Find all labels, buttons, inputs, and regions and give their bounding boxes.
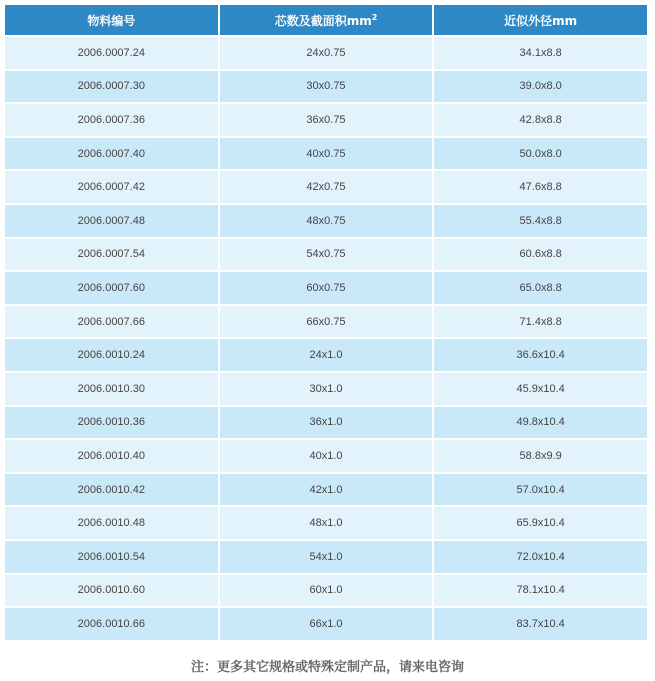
cell-material-number: 2006.0007.66: [5, 306, 218, 338]
cell-cores-cross-section: 66x0.75: [220, 306, 433, 338]
cell-cores-cross-section: 36x1.0: [220, 407, 433, 439]
cell-cores-cross-section: 60x0.75: [220, 272, 433, 304]
cell-outer-diameter: 55.4x8.8: [434, 205, 647, 237]
cell-outer-diameter: 65.9x10.4: [434, 507, 647, 539]
cell-cores-cross-section: 54x1.0: [220, 541, 433, 573]
cell-outer-diameter: 57.0x10.4: [434, 474, 647, 506]
cell-material-number: 2006.0007.24: [5, 37, 218, 69]
cell-outer-diameter: 47.6x8.8: [434, 171, 647, 203]
spec-table: [3, 3, 649, 642]
cell-outer-diameter: 36.6x10.4: [434, 339, 647, 371]
cell-outer-diameter: 60.6x8.8: [434, 239, 647, 271]
cell-material-number: 2006.0007.54: [5, 239, 218, 271]
cell-outer-diameter: 65.0x8.8: [434, 272, 647, 304]
table-row: [5, 205, 647, 237]
header-material-number: [5, 5, 218, 35]
table-row: [5, 37, 647, 69]
table-row: [5, 104, 647, 136]
cell-cores-cross-section: 30x1.0: [220, 373, 433, 405]
header-label: 物料编号: [87, 13, 136, 28]
table-row: [5, 306, 647, 338]
table-row: [5, 272, 647, 304]
header-cores-cross-section: [220, 5, 433, 35]
cell-material-number: 2006.0007.42: [5, 171, 218, 203]
cell-cores-cross-section: 40x1.0: [220, 440, 433, 472]
cell-material-number: 2006.0007.30: [5, 71, 218, 103]
table-body: [5, 37, 647, 640]
cell-cores-cross-section: 48x1.0: [220, 507, 433, 539]
cell-outer-diameter: 78.1x10.4: [434, 575, 647, 607]
cell-material-number: 2006.0010.24: [5, 339, 218, 371]
cell-cores-cross-section: 48x0.75: [220, 205, 433, 237]
cell-outer-diameter: 50.0x8.0: [434, 138, 647, 170]
spec-table-container: [5, 5, 651, 640]
cell-material-number: 2006.0010.54: [5, 541, 218, 573]
cell-material-number: 2006.0010.60: [5, 575, 218, 607]
table-row: [5, 474, 647, 506]
cell-outer-diameter: 83.7x10.4: [434, 608, 647, 640]
cell-outer-diameter: 34.1x8.8: [434, 37, 647, 69]
cell-outer-diameter: 72.0x10.4: [434, 541, 647, 573]
cell-cores-cross-section: 40x0.75: [220, 138, 433, 170]
cell-cores-cross-section: 66x1.0: [220, 608, 433, 640]
table-row: [5, 575, 647, 607]
cell-material-number: 2006.0010.36: [5, 407, 218, 439]
table-row: [5, 541, 647, 573]
cell-cores-cross-section: 60x1.0: [220, 575, 433, 607]
cell-outer-diameter: 58.8x9.9: [434, 440, 647, 472]
table-row: [5, 608, 647, 640]
cell-material-number: 2006.0007.60: [5, 272, 218, 304]
cell-outer-diameter: 42.8x8.8: [434, 104, 647, 136]
cell-outer-diameter: 49.8x10.4: [434, 407, 647, 439]
table-row: [5, 138, 647, 170]
table-row: [5, 440, 647, 472]
cell-material-number: 2006.0010.66: [5, 608, 218, 640]
cell-material-number: 2006.0010.40: [5, 440, 218, 472]
cell-outer-diameter: 71.4x8.8: [434, 306, 647, 338]
superscript: 2: [371, 12, 378, 22]
cell-material-number: 2006.0007.36: [5, 104, 218, 136]
header-label: 芯数及截面积mm: [274, 13, 372, 28]
cell-cores-cross-section: 24x0.75: [220, 37, 433, 69]
table-header-row: [5, 5, 647, 35]
cell-material-number: 2006.0007.40: [5, 138, 218, 170]
table-row: [5, 407, 647, 439]
cell-material-number: 2006.0007.48: [5, 205, 218, 237]
cell-outer-diameter: 39.0x8.0: [434, 71, 647, 103]
table-row: [5, 373, 647, 405]
cell-outer-diameter: 45.9x10.4: [434, 373, 647, 405]
table-row: [5, 239, 647, 271]
cell-material-number: 2006.0010.30: [5, 373, 218, 405]
header-label: 近似外径mm: [504, 13, 578, 28]
cell-cores-cross-section: 30x0.75: [220, 71, 433, 103]
cell-material-number: 2006.0010.48: [5, 507, 218, 539]
cell-cores-cross-section: 54x0.75: [220, 239, 433, 271]
cell-cores-cross-section: 42x0.75: [220, 171, 433, 203]
cell-cores-cross-section: 42x1.0: [220, 474, 433, 506]
cell-cores-cross-section: 36x0.75: [220, 104, 433, 136]
table-row: [5, 171, 647, 203]
table-row: [5, 71, 647, 103]
footer-note: 注：更多其它规格或特殊定制产品，请来电咨询: [190, 660, 464, 675]
cell-cores-cross-section: 24x1.0: [220, 339, 433, 371]
table-row: [5, 339, 647, 371]
header-outer-diameter: [434, 5, 647, 35]
table-row: [5, 507, 647, 539]
cell-material-number: 2006.0010.42: [5, 474, 218, 506]
